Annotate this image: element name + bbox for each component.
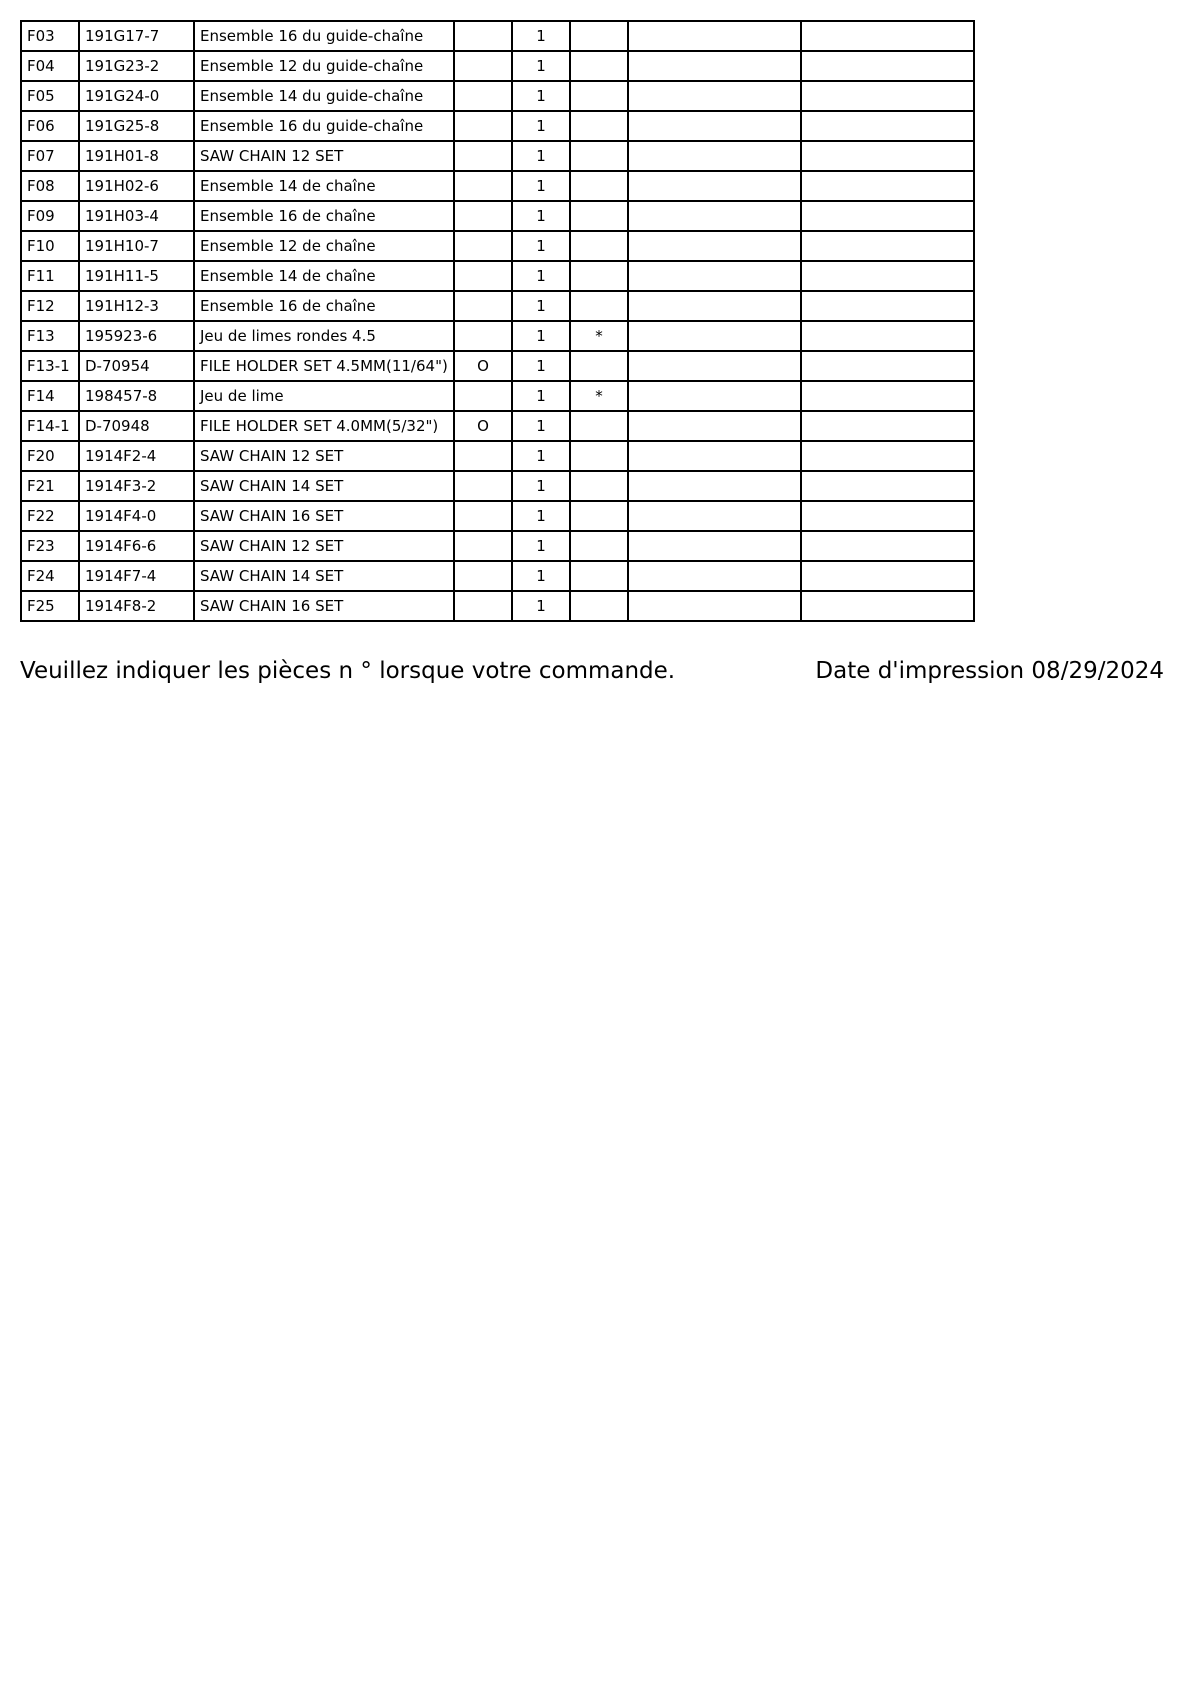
note-mark-cell xyxy=(570,21,628,51)
option-mark-cell xyxy=(454,21,512,51)
table-row xyxy=(21,471,974,501)
note-mark-cell xyxy=(570,231,628,261)
extra-col-2-cell xyxy=(801,411,974,441)
part-number-cell: 191H10-7 xyxy=(79,231,194,261)
extra-col-2-cell xyxy=(801,291,974,321)
table-row xyxy=(21,501,974,531)
ref-number-cell: F22 xyxy=(21,501,79,531)
description-cell: Ensemble 16 du guide-chaîne xyxy=(194,111,454,141)
table-row xyxy=(21,411,974,441)
order-note: Veuillez indiquer les pièces n ° lorsque votre commande. xyxy=(20,658,676,684)
option-mark-cell xyxy=(454,501,512,531)
extra-col-1-cell xyxy=(628,381,801,411)
part-number-cell: 1914F4-0 xyxy=(79,501,194,531)
option-mark-cell: O xyxy=(454,411,512,441)
table-row xyxy=(21,321,974,351)
option-mark-cell xyxy=(454,51,512,81)
extra-col-1-cell xyxy=(628,561,801,591)
extra-col-2-cell xyxy=(801,321,974,351)
note-mark-cell xyxy=(570,51,628,81)
part-number-cell: 198457-8 xyxy=(79,381,194,411)
part-number-cell: 191H03-4 xyxy=(79,201,194,231)
option-mark-cell xyxy=(454,291,512,321)
extra-col-2-cell xyxy=(801,111,974,141)
quantity-cell: 1 xyxy=(512,111,570,141)
quantity-cell: 1 xyxy=(512,21,570,51)
quantity-cell: 1 xyxy=(512,231,570,261)
description-cell: Jeu de lime xyxy=(194,381,454,411)
ref-number-cell: F14-1 xyxy=(21,411,79,441)
part-number-cell: 1914F2-4 xyxy=(79,441,194,471)
ref-number-cell: F25 xyxy=(21,591,79,621)
quantity-cell: 1 xyxy=(512,441,570,471)
note-mark-cell xyxy=(570,111,628,141)
extra-col-2-cell xyxy=(801,381,974,411)
description-cell: SAW CHAIN 12 SET xyxy=(194,441,454,471)
description-cell: Ensemble 16 de chaîne xyxy=(194,201,454,231)
quantity-cell: 1 xyxy=(512,411,570,441)
table-row xyxy=(21,111,974,141)
table-row xyxy=(21,291,974,321)
print-date: Date d'impression 08/29/2024 xyxy=(815,658,1164,684)
option-mark-cell xyxy=(454,381,512,411)
extra-col-1-cell xyxy=(628,531,801,561)
ref-number-cell: F20 xyxy=(21,441,79,471)
option-mark-cell xyxy=(454,441,512,471)
quantity-cell: 1 xyxy=(512,81,570,111)
table-row xyxy=(21,231,974,261)
extra-col-1-cell xyxy=(628,501,801,531)
option-mark-cell xyxy=(454,111,512,141)
option-mark-cell xyxy=(454,591,512,621)
description-cell: Ensemble 14 du guide-chaîne xyxy=(194,81,454,111)
extra-col-1-cell xyxy=(628,141,801,171)
part-number-cell: 1914F7-4 xyxy=(79,561,194,591)
quantity-cell: 1 xyxy=(512,261,570,291)
ref-number-cell: F10 xyxy=(21,231,79,261)
extra-col-2-cell xyxy=(801,591,974,621)
ref-number-cell: F09 xyxy=(21,201,79,231)
extra-col-2-cell xyxy=(801,561,974,591)
ref-number-cell: F24 xyxy=(21,561,79,591)
ref-number-cell: F21 xyxy=(21,471,79,501)
option-mark-cell xyxy=(454,141,512,171)
note-mark-cell xyxy=(570,141,628,171)
extra-col-2-cell xyxy=(801,261,974,291)
part-number-cell: 191G24-0 xyxy=(79,81,194,111)
quantity-cell: 1 xyxy=(512,141,570,171)
description-cell: SAW CHAIN 16 SET xyxy=(194,591,454,621)
part-number-cell: 191G17-7 xyxy=(79,21,194,51)
part-number-cell: 191H11-5 xyxy=(79,261,194,291)
part-number-cell: 1914F6-6 xyxy=(79,531,194,561)
quantity-cell: 1 xyxy=(512,381,570,411)
description-cell: SAW CHAIN 14 SET xyxy=(194,471,454,501)
description-cell: SAW CHAIN 12 SET xyxy=(194,141,454,171)
extra-col-1-cell xyxy=(628,291,801,321)
part-number-cell: 191H12-3 xyxy=(79,291,194,321)
table-row xyxy=(21,531,974,561)
note-mark-cell xyxy=(570,171,628,201)
part-number-cell: 191H01-8 xyxy=(79,141,194,171)
extra-col-1-cell xyxy=(628,591,801,621)
ref-number-cell: F07 xyxy=(21,141,79,171)
description-cell: FILE HOLDER SET 4.0MM(5/32") xyxy=(194,411,454,441)
note-mark-cell xyxy=(570,501,628,531)
quantity-cell: 1 xyxy=(512,471,570,501)
table-row xyxy=(21,351,974,381)
table-row xyxy=(21,201,974,231)
extra-col-2-cell xyxy=(801,51,974,81)
ref-number-cell: F08 xyxy=(21,171,79,201)
option-mark-cell xyxy=(454,81,512,111)
note-mark-cell xyxy=(570,441,628,471)
extra-col-2-cell xyxy=(801,231,974,261)
table-row xyxy=(21,51,974,81)
part-number-cell: 195923-6 xyxy=(79,321,194,351)
extra-col-1-cell xyxy=(628,81,801,111)
parts-table xyxy=(20,20,975,622)
note-mark-cell xyxy=(570,591,628,621)
extra-col-2-cell xyxy=(801,141,974,171)
note-mark-cell xyxy=(570,261,628,291)
part-number-cell: 1914F8-2 xyxy=(79,591,194,621)
option-mark-cell xyxy=(454,471,512,501)
extra-col-1-cell xyxy=(628,171,801,201)
option-mark-cell xyxy=(454,561,512,591)
option-mark-cell xyxy=(454,201,512,231)
extra-col-1-cell xyxy=(628,351,801,381)
quantity-cell: 1 xyxy=(512,171,570,201)
description-cell: Ensemble 12 du guide-chaîne xyxy=(194,51,454,81)
extra-col-1-cell xyxy=(628,261,801,291)
ref-number-cell: F13 xyxy=(21,321,79,351)
part-number-cell: D-70948 xyxy=(79,411,194,441)
description-cell: Ensemble 16 de chaîne xyxy=(194,291,454,321)
ref-number-cell: F23 xyxy=(21,531,79,561)
extra-col-2-cell xyxy=(801,351,974,381)
table-row xyxy=(21,441,974,471)
part-number-cell: 191G25-8 xyxy=(79,111,194,141)
description-cell: FILE HOLDER SET 4.5MM(11/64") xyxy=(194,351,454,381)
note-mark-cell xyxy=(570,201,628,231)
extra-col-2-cell xyxy=(801,471,974,501)
extra-col-2-cell xyxy=(801,21,974,51)
extra-col-2-cell xyxy=(801,171,974,201)
table-row xyxy=(21,141,974,171)
extra-col-2-cell xyxy=(801,441,974,471)
table-row xyxy=(21,171,974,201)
ref-number-cell: F05 xyxy=(21,81,79,111)
extra-col-1-cell xyxy=(628,471,801,501)
description-cell: Ensemble 12 de chaîne xyxy=(194,231,454,261)
option-mark-cell xyxy=(454,531,512,561)
part-number-cell: D-70954 xyxy=(79,351,194,381)
table-row xyxy=(21,591,974,621)
note-mark-cell xyxy=(570,81,628,111)
part-number-cell: 191H02-6 xyxy=(79,171,194,201)
option-mark-cell: O xyxy=(454,351,512,381)
quantity-cell: 1 xyxy=(512,501,570,531)
table-row xyxy=(21,381,974,411)
ref-number-cell: F04 xyxy=(21,51,79,81)
table-row xyxy=(21,561,974,591)
quantity-cell: 1 xyxy=(512,351,570,381)
extra-col-1-cell xyxy=(628,21,801,51)
note-mark-cell xyxy=(570,471,628,501)
part-number-cell: 191G23-2 xyxy=(79,51,194,81)
quantity-cell: 1 xyxy=(512,561,570,591)
quantity-cell: 1 xyxy=(512,51,570,81)
extra-col-1-cell xyxy=(628,321,801,351)
description-cell: SAW CHAIN 14 SET xyxy=(194,561,454,591)
description-cell: SAW CHAIN 16 SET xyxy=(194,501,454,531)
option-mark-cell xyxy=(454,321,512,351)
parts-table-body xyxy=(21,21,974,621)
description-cell: Ensemble 16 du guide-chaîne xyxy=(194,21,454,51)
table-row xyxy=(21,261,974,291)
ref-number-cell: F12 xyxy=(21,291,79,321)
option-mark-cell xyxy=(454,171,512,201)
extra-col-2-cell xyxy=(801,201,974,231)
note-mark-cell xyxy=(570,351,628,381)
quantity-cell: 1 xyxy=(512,531,570,561)
quantity-cell: 1 xyxy=(512,201,570,231)
ref-number-cell: F03 xyxy=(21,21,79,51)
extra-col-2-cell xyxy=(801,531,974,561)
description-cell: Ensemble 14 de chaîne xyxy=(194,261,454,291)
note-mark-cell xyxy=(570,291,628,321)
option-mark-cell xyxy=(454,261,512,291)
option-mark-cell xyxy=(454,231,512,261)
extra-col-2-cell xyxy=(801,81,974,111)
quantity-cell: 1 xyxy=(512,291,570,321)
table-row xyxy=(21,21,974,51)
extra-col-1-cell xyxy=(628,441,801,471)
ref-number-cell: F13-1 xyxy=(21,351,79,381)
extra-col-2-cell xyxy=(801,501,974,531)
note-mark-cell: * xyxy=(570,321,628,351)
ref-number-cell: F11 xyxy=(21,261,79,291)
extra-col-1-cell xyxy=(628,111,801,141)
extra-col-1-cell xyxy=(628,231,801,261)
note-mark-cell xyxy=(570,561,628,591)
note-mark-cell: * xyxy=(570,381,628,411)
description-cell: SAW CHAIN 12 SET xyxy=(194,531,454,561)
extra-col-1-cell xyxy=(628,51,801,81)
quantity-cell: 1 xyxy=(512,321,570,351)
table-row xyxy=(21,81,974,111)
note-mark-cell xyxy=(570,411,628,441)
ref-number-cell: F14 xyxy=(21,381,79,411)
quantity-cell: 1 xyxy=(512,591,570,621)
description-cell: Ensemble 14 de chaîne xyxy=(194,171,454,201)
extra-col-1-cell xyxy=(628,411,801,441)
note-mark-cell xyxy=(570,531,628,561)
part-number-cell: 1914F3-2 xyxy=(79,471,194,501)
description-cell: Jeu de limes rondes 4.5 xyxy=(194,321,454,351)
ref-number-cell: F06 xyxy=(21,111,79,141)
extra-col-1-cell xyxy=(628,201,801,231)
